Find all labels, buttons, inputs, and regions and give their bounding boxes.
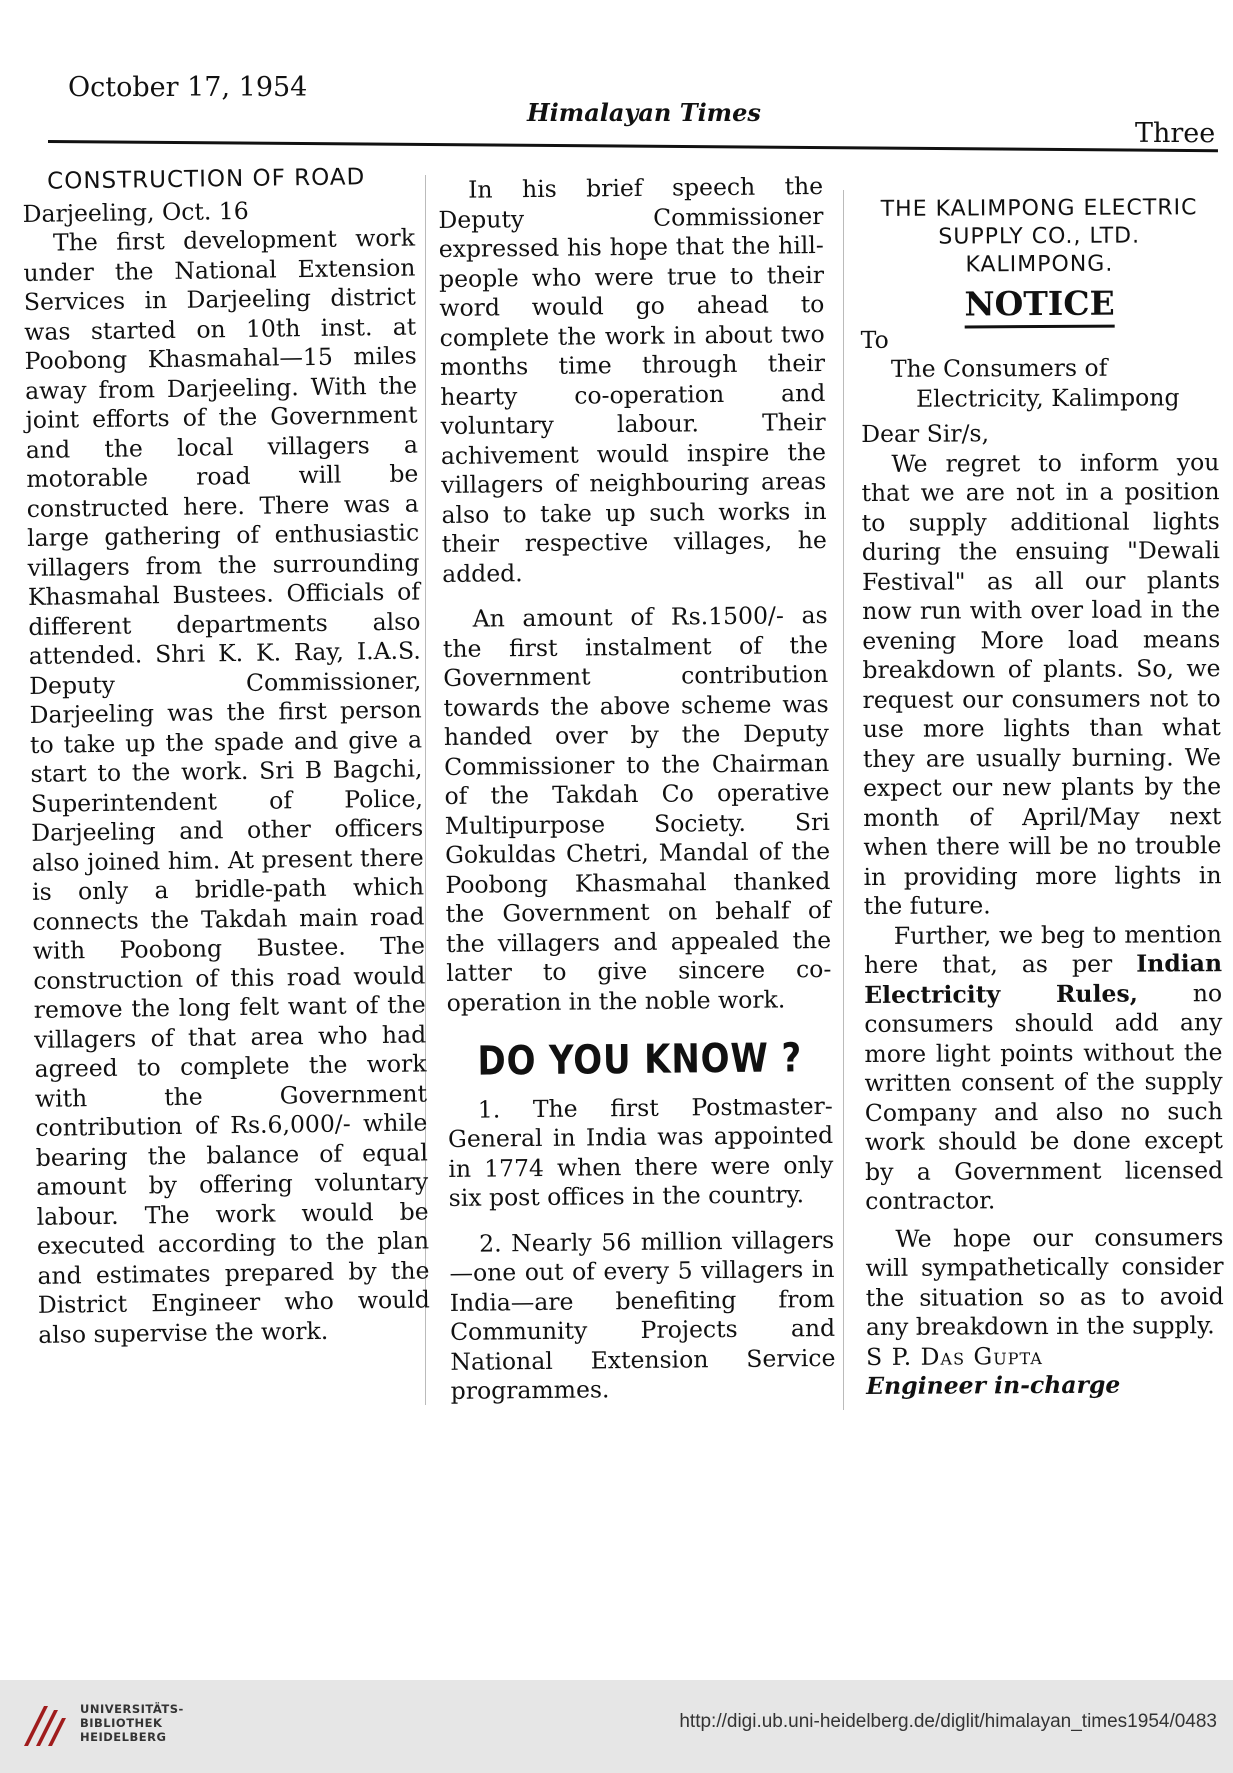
article-headline: CONSTRUCTION OF ROAD	[47, 164, 366, 195]
notice-salutation: Dear Sir/s,	[861, 419, 990, 448]
company-name: SUPPLY CO., LTD.	[938, 223, 1141, 250]
notice-title: NOTICE	[860, 288, 1218, 319]
column-divider	[843, 190, 844, 1410]
notice-to: To	[860, 325, 889, 354]
fact-item: 1. The first Postmaster-General in India was appointed in 1774 when there were only six post offices in the country.	[447, 1091, 834, 1212]
notice-paragraph: Further, we beg to mention here that, as per Indian Electricity Rules, no consumers should add any more light points without the written consent of the supply Company and also no such work should be done except by a Government licensed contractor.	[863, 919, 1224, 1215]
company-location: KALIMPONG.	[965, 251, 1114, 278]
article-construction-of-road	[22, 163, 430, 1350]
article-paragraph: In his brief speech the Deputy Commissioner expressed his hope that the hill-people who were true to their word would go ahead to complete the work in about two months time through their hearty co-operation and voluntary labour. Their achivement would inspire the villagers of neighbouring areas also to take up such works in their respective villages, he added.	[438, 171, 827, 588]
notice-paragraph: We hope our consumers will sympathetically consider the situation so as to avoid any breakdown in the supply.	[865, 1222, 1224, 1341]
do-you-know-heading: DO YOU KNOW ?	[477, 1035, 803, 1085]
notice-designation: Engineer in-charge	[866, 1370, 1121, 1400]
article-dateline: Darjeeling, Oct. 16	[22, 196, 249, 228]
notice-advertisement	[860, 194, 1224, 1401]
fact-item: 2. Nearly 56 million villagers—one out of every 5 villagers in India—are benefiting from Community Projects and National Extension Service programmes.	[449, 1225, 836, 1405]
article-continuation	[438, 172, 836, 1406]
masthead-title: Himalayan Times	[527, 98, 761, 127]
notice-signature: S P. Das Gupta	[866, 1341, 1043, 1371]
masthead-date: October 17, 1954	[68, 72, 308, 103]
page-number: Three	[1135, 118, 1216, 149]
company-name: THE KALIMPONG ELECTRIC	[880, 195, 1198, 222]
library-name: UNIVERSITÄTS- BIBLIOTHEK HEIDELBERG	[80, 1702, 184, 1744]
article-paragraph: An amount of Rs.1500/- as the first instalment of the Government contribution towards the above scheme was handed over by the Deputy Commissioner to the Chairman of the Takdah Co operative Multipurpose Society. Sri Gokuldas Chetri, Mandal of the Poobong Khasmahal thanked the Government on behalf of the villagers and appealed the latter to give sincere co-operation in the noble work.	[442, 600, 832, 1017]
footer-bar	[0, 1680, 1233, 1773]
source-url-link[interactable]: http://digi.ub.uni-heidelberg.de/diglit/himalayan_times1954/0483	[679, 1711, 1217, 1732]
library-logo-icon	[18, 1700, 70, 1752]
notice-addressee: The Consumers of	[890, 353, 1108, 383]
notice-addressee: Electricity, Kalimpong	[915, 382, 1180, 413]
article-body: The first development work under the National Extension Services in Darjeeling district was started on 10th inst. at Poobong Khasmahal—15 miles away from Darjeeling. With the joint efforts of the Government and the local villagers a motorable road will be constructed here. There was a large gathering of enthusiastic villagers from the surrounding Khasmahal Bustees. Officials of different departments also attended. Shri K. K. Ray, I.A.S. Deputy Commissioner, Darjeeling was the first person to take up the spade and give a start to the work. Sri B Bagchi, Superintendent of Police, Darjeeling and other officers also joined him. At present there is only a bridle-path which connects the Takdah main road with Poobong Bustee. The construction of this road would remove the long felt want of the villagers of that area who had agreed to complete the work with the Government contribution of Rs.6,000/- while bearing the balance of equal amount by offering voluntary labour. The work would be executed according to the plan and estimates prepared by the District Engineer who would also supervise the work.	[23, 223, 431, 1349]
notice-paragraph: We regret to inform you that we are not in a position to supply additional lights during the ensuing "Dewali Festival" as all our plants now run with over load in the evening More load means breakdown of plants. So, we request our consumers not to use more lights than what they are usually burning. We expect our new plants by the month of April/May next when there will be no trouble in providing more lights in the future.	[861, 447, 1222, 920]
masthead-rule	[48, 140, 1218, 152]
